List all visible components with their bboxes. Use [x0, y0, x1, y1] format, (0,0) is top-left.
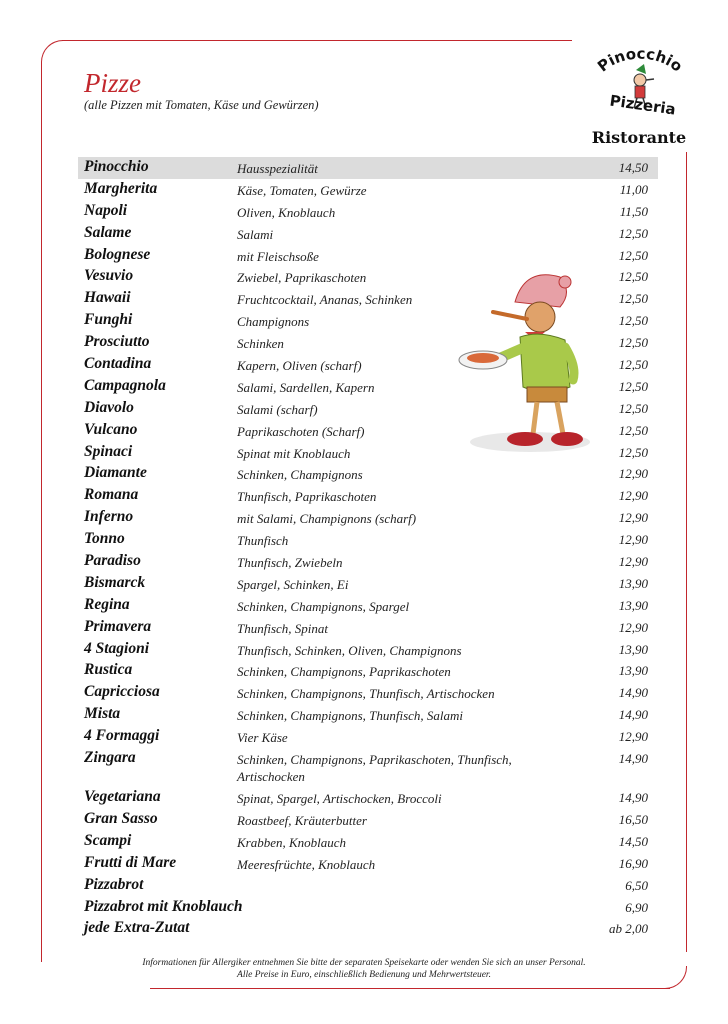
logo-text-ristorante: Ristorante: [591, 128, 687, 147]
menu-item-price: 12,90: [618, 619, 648, 635]
menu-item-price: 12,90: [618, 488, 648, 504]
menu-item-description: Krabben, Knoblauch: [237, 834, 347, 850]
menu-item-description: Thunfisch, Spinat: [237, 620, 329, 636]
menu-item-price: 12,90: [618, 532, 648, 548]
menu-item-price: 13,90: [618, 597, 648, 613]
menu-item-price: 12,50: [618, 357, 648, 373]
menu-item-row: [78, 595, 658, 617]
menu-item-row: [78, 288, 658, 310]
menu-item-price: 12,90: [618, 729, 648, 745]
menu-item-description: Oliven, Knoblauch: [237, 204, 336, 220]
menu-item-description: Vier Käse: [237, 730, 288, 746]
menu-item-price: 12,50: [618, 225, 648, 241]
menu-item-row: [78, 201, 658, 223]
menu-item-row: [78, 376, 658, 398]
pizza-menu-list: [78, 157, 658, 940]
frame-bottom-border: [150, 988, 670, 989]
menu-item-row: [78, 639, 658, 661]
menu-item-row: [78, 529, 658, 551]
menu-item-description: Schinken, Champignons, Spargel: [237, 598, 410, 614]
menu-item-description: Schinken, Champignons, Thunfisch, Artischocken: [237, 686, 495, 702]
menu-item-row: [78, 157, 658, 179]
menu-item-price: 13,90: [618, 575, 648, 591]
menu-item-price: 12,50: [618, 269, 648, 285]
menu-item-name: Capricciosa: [84, 683, 160, 701]
menu-item-price: 12,50: [618, 291, 648, 307]
menu-item-row: [78, 223, 658, 245]
menu-item-name: Primavera: [84, 617, 152, 635]
menu-item-description: Salami (scharf): [237, 401, 318, 417]
menu-item-description: Spinat mit Knoblauch: [237, 445, 351, 461]
menu-item-row: [78, 617, 658, 639]
menu-item-row: [78, 179, 658, 201]
menu-item-description: Schinken, Champignons, Thunfisch, Salami: [237, 708, 464, 724]
menu-item-name: Bolognese: [84, 245, 151, 263]
menu-item-row: [78, 853, 658, 875]
menu-item-description: Spargel, Schinken, Ei: [237, 576, 349, 592]
menu-item-price: 12,50: [618, 335, 648, 351]
menu-item-price: 13,90: [618, 641, 648, 657]
menu-item-name: Contadina: [84, 355, 152, 373]
menu-item-name: Vegetariana: [84, 788, 161, 806]
menu-item-price: 14,50: [618, 833, 648, 849]
menu-item-description: Schinken, Champignons: [237, 467, 363, 483]
menu-item-description: Thunfisch, Schinken, Oliven, Champignons: [237, 642, 462, 658]
logo-text-pizzeria: Pizzeria: [608, 91, 677, 119]
menu-item-price: 12,50: [618, 247, 648, 263]
menu-item-row: [78, 463, 658, 485]
menu-item-price: 12,50: [618, 422, 648, 438]
menu-item-row: [78, 682, 658, 704]
menu-item-name: Scampi: [84, 831, 132, 849]
menu-item-description: mit Fleischsoße: [237, 248, 319, 264]
menu-item-description: Hausspezialität: [237, 161, 318, 176]
menu-item-name: Frutti di Mare: [84, 853, 177, 871]
menu-item-description: Thunfisch: [237, 533, 289, 549]
menu-item-name: Prosciutto: [84, 333, 150, 351]
menu-item-row: [78, 809, 658, 831]
menu-item-description: Thunfisch, Paprikaschoten: [237, 489, 377, 505]
menu-item-name: 4 Formaggi: [84, 727, 160, 745]
menu-item-name: 4 Stagioni: [84, 639, 150, 657]
footer-notice: [80, 957, 648, 981]
frame-corner-top-left: [41, 40, 64, 63]
menu-item-description: Champignons: [237, 314, 310, 330]
menu-item-name: Spinaci: [84, 442, 133, 460]
menu-item-name: Funghi: [84, 311, 133, 329]
menu-item-row: [78, 897, 658, 919]
menu-item-name: Romana: [84, 486, 139, 504]
menu-item-name: Diavolo: [84, 398, 134, 416]
menu-item-price: 16,50: [618, 811, 648, 827]
menu-item-row: [78, 875, 658, 897]
menu-item-description: Salami, Sardellen, Kapern: [237, 379, 375, 395]
menu-item-price: 12,50: [618, 313, 648, 329]
footer-price-note: Alle Preise in Euro, einschließlich Bedienung und Mehrwertsteuer.: [237, 970, 491, 980]
menu-item-description: Kapern, Oliven (scharf): [237, 358, 362, 374]
menu-item-row: [78, 748, 658, 787]
menu-item-price: 14,50: [618, 160, 648, 175]
menu-item-name: Napoli: [84, 201, 128, 219]
menu-item-price: 14,90: [618, 751, 648, 767]
menu-item-row: [78, 485, 658, 507]
menu-item-description: Thunfisch, Zwiebeln: [237, 555, 343, 571]
menu-item-price: 11,50: [619, 203, 648, 219]
menu-item-name: Tonno: [84, 530, 125, 548]
menu-item-row: [78, 660, 658, 682]
frame-corner-bottom-right: [664, 966, 687, 989]
menu-item-row: [78, 245, 658, 267]
menu-item-price: 12,90: [618, 554, 648, 570]
menu-item-price: 6,90: [625, 899, 648, 915]
menu-item-name: Mista: [84, 705, 121, 723]
menu-item-row: [78, 831, 658, 853]
menu-item-name: Margherita: [84, 179, 158, 197]
menu-item-description: Schinken, Champignons, Paprikaschoten: [237, 664, 451, 680]
menu-item-name: Pizzabrot: [84, 875, 144, 893]
menu-item-name: Hawaii: [84, 289, 131, 307]
menu-item-row: [78, 573, 658, 595]
menu-item-price: 14,90: [618, 707, 648, 723]
menu-item-row: [78, 420, 658, 442]
frame-left-border: [41, 62, 42, 962]
menu-item-name: Regina: [84, 595, 130, 613]
menu-item-name: Salame: [84, 223, 132, 241]
menu-item-row: [78, 551, 658, 573]
menu-item-name: Rustica: [84, 661, 133, 679]
menu-item-row: [78, 442, 658, 464]
page-subtitle: (alle Pizzen mit Tomaten, Käse und Gewürzen): [84, 98, 319, 112]
menu-item-row: [78, 266, 658, 288]
menu-item-price: 12,50: [618, 378, 648, 394]
menu-item-row: [78, 354, 658, 376]
menu-item-name: jede Extra-Zutat: [84, 919, 190, 937]
menu-item-name: Diamante: [84, 464, 147, 482]
menu-item-name: Vulcano: [84, 420, 138, 438]
menu-item-row: [78, 507, 658, 529]
menu-item-name: Paradiso: [84, 552, 141, 570]
menu-item-row: [78, 398, 658, 420]
menu-item-name: Bismarck: [84, 573, 146, 591]
menu-item-description: Schinken: [237, 336, 284, 352]
menu-item-description: Paprikaschoten (Scharf): [237, 423, 365, 439]
menu-item-price: 12,90: [618, 466, 648, 482]
menu-item-row: [78, 704, 658, 726]
frame-right-border: [686, 152, 687, 952]
menu-item-name: Inferno: [84, 508, 134, 526]
menu-item-price: 14,90: [618, 790, 648, 806]
footer-allergy-note: Informationen für Allergiker entnehmen Sie bitte der separaten Speisekarte oder wenden Sie sich an unser Personal.: [142, 958, 586, 968]
menu-item-description: Fruchtcocktail, Ananas, Schinken: [237, 292, 413, 308]
menu-item-description: mit Salami, Champignons (scharf): [237, 511, 417, 527]
menu-item-description: Schinken, Champignons, Paprikaschoten, Thunfisch, Artischocken: [237, 752, 512, 785]
pinocchio-logo: [584, 44, 694, 154]
menu-item-price: 12,50: [618, 444, 648, 460]
frame-top-border: [62, 40, 572, 41]
menu-item-description: Zwiebel, Paprikaschoten: [237, 270, 367, 286]
menu-item-row: [78, 726, 658, 748]
menu-item-row: [78, 310, 658, 332]
menu-item-row: [78, 787, 658, 809]
menu-item-description: Meeresfrüchte, Knoblauch: [237, 856, 376, 872]
menu-item-price: 6,50: [625, 877, 648, 893]
menu-item-name: Zingara: [84, 749, 136, 767]
menu-item-price: 14,90: [618, 685, 648, 701]
page-title: Pizze: [84, 68, 141, 98]
menu-item-description: Käse, Tomaten, Gewürze: [237, 182, 367, 198]
menu-item-price: ab 2,00: [609, 921, 648, 937]
menu-item-name: Pizzabrot mit Knoblauch: [84, 897, 243, 915]
menu-item-price: 16,90: [618, 855, 648, 871]
menu-item-price: 12,90: [618, 510, 648, 526]
menu-item-name: Vesuvio: [84, 267, 134, 285]
menu-item-row: [78, 332, 658, 354]
menu-item-price: 11,00: [619, 181, 648, 197]
menu-item-name: Pinocchio: [84, 158, 149, 175]
menu-item-description: Salami: [237, 226, 274, 242]
menu-item-row: [78, 918, 658, 940]
menu-item-description: Spinat, Spargel, Artischocken, Broccoli: [237, 791, 442, 807]
menu-item-price: 12,50: [618, 400, 648, 416]
menu-item-name: Gran Sasso: [84, 809, 158, 827]
logo-text-pinocchio: Pinocchio: [594, 44, 686, 76]
menu-item-description: Roastbeef, Kräuterbutter: [237, 812, 367, 828]
menu-item-name: Campagnola: [84, 376, 166, 394]
menu-item-price: 13,90: [618, 663, 648, 679]
